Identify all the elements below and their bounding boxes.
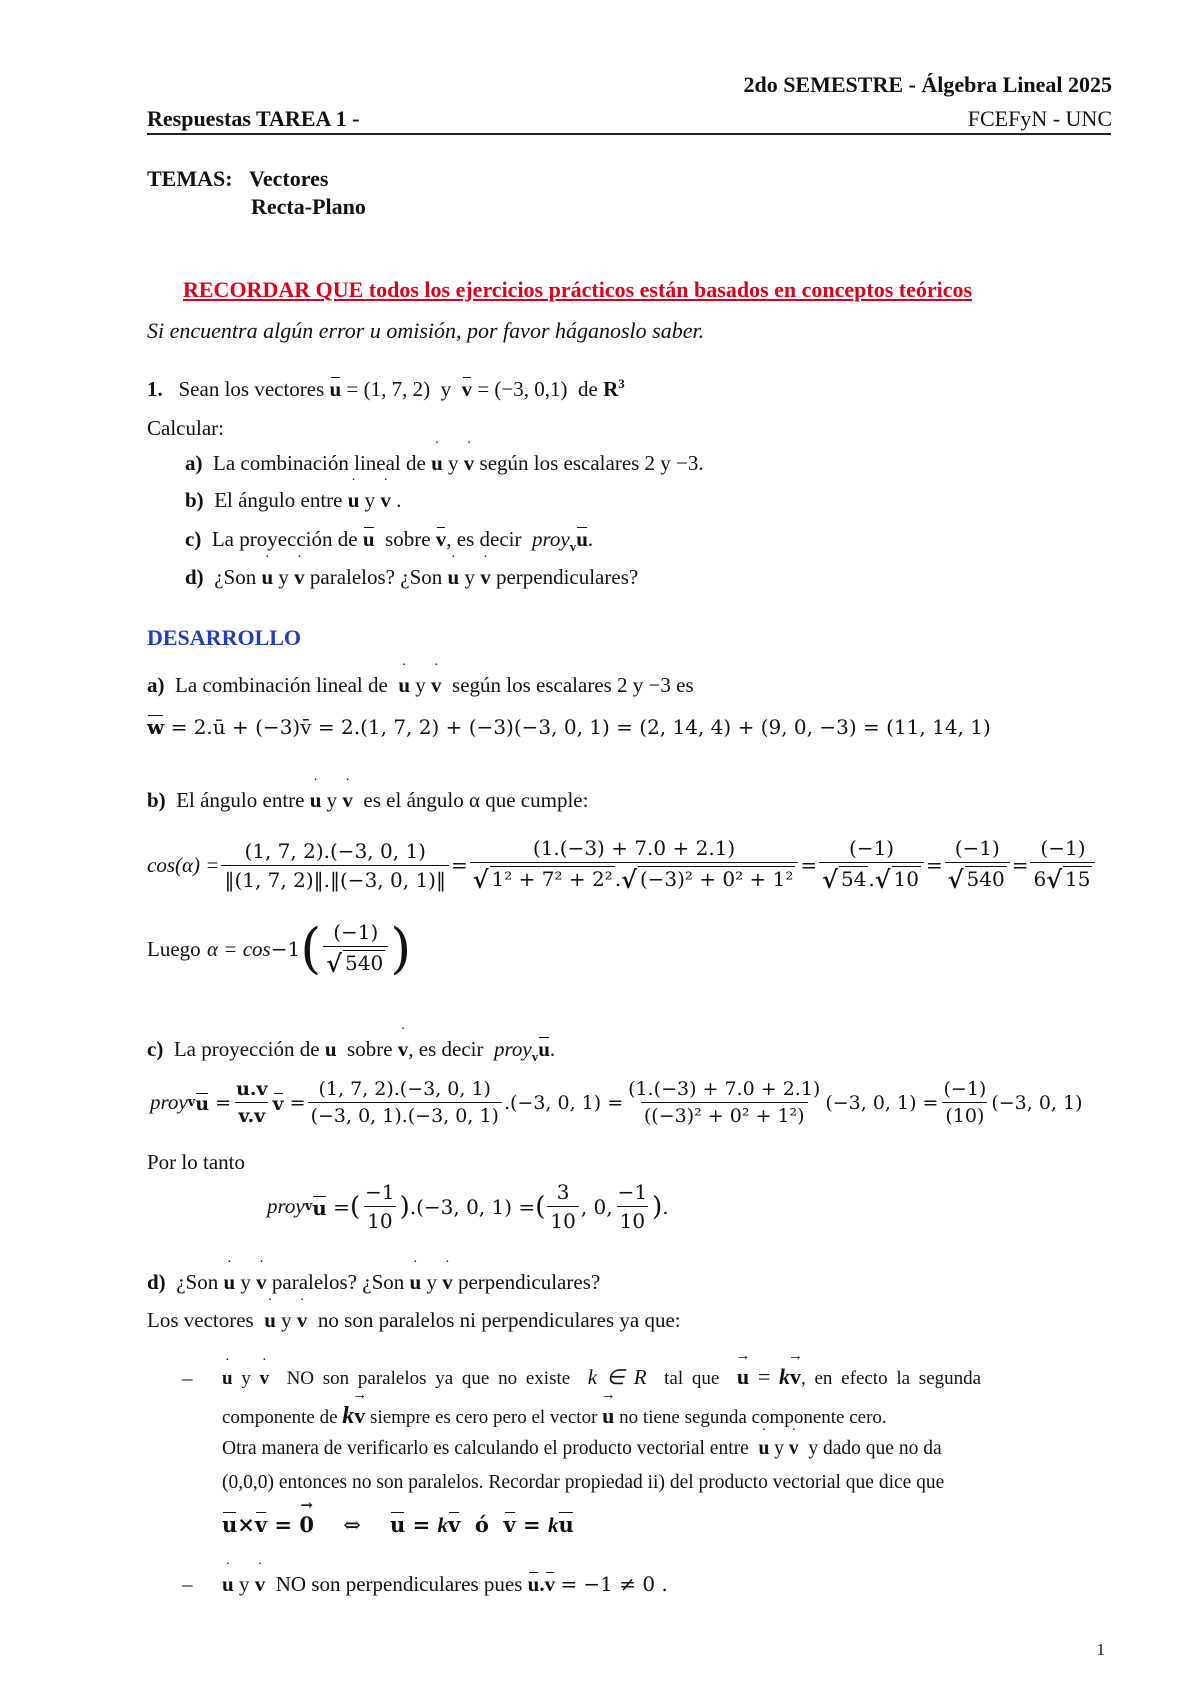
desarrollo-c-text: c) La proyección de u sobre ˙ v, es decir proy$_v$u.	[147, 1035, 555, 1065]
exercise-1d: d) ¿Son ˙ u y ˙ v paralelos? ¿Son ˙ u y ˙ v perpendiculares?	[185, 565, 638, 590]
bullet-1-line-2: componente de k→ v siempre es cero pero el vector → u no tiene segunda componente cero.	[222, 1403, 887, 1430]
cos-fraction-5: $\frac{(-1)}{6√ 15}$	[1030, 836, 1095, 894]
header-faculty: FCEFyN - UNC	[967, 106, 1112, 131]
alpha-fraction: $\frac{(-1)}{√ 540}$	[323, 920, 388, 978]
por-lo-tanto: Por lo tanto	[147, 1150, 245, 1174]
cos-fraction-2: $\frac{(1.(-3) + 7.0 + 2.1)}{\text{√ 1² + 7² + 2² .√ (−3)² + 0² + 1²}}$	[470, 836, 799, 894]
bullet-1-line-1: ˙ u y ˙ v NO son paralelos ya que no existe k ∈ R tal que → u = k→ v, en efecto la segunda	[222, 1364, 981, 1390]
proj-fraction-2: $\frac{(1, 7, 2).(-3, 0, 1)}{(-3, 0, 1).(-3, 0, 1)}$	[308, 1078, 502, 1127]
cosine-equation: cos(α) = $\frac{(1, 7, 2).(-3, 0, 1)}{‖(1, 7, 2)‖.‖(-3, 0, 1)‖}$ = $\frac{(1.(-3) + 7.0 + 2.1)}{\text{√ 1² + 7² + 2² .√ (−3)² + 0² + 1²}}$ = $\frac{(-1)}{√ 54 .√ 10}$ = $\frac{(-1)}{√ 540}$ = $\frac{(-1)}{6√ 15}$	[147, 836, 1097, 894]
topics-label: TEMAS:	[147, 166, 233, 191]
proj-fraction-1: $\frac{u.v}{v.v}$	[236, 1078, 268, 1127]
result-fraction-2: $\frac{3}{10}$	[547, 1180, 578, 1233]
projection-result: proy v u = ( $\frac{-1}{10}$ ) .(−3, 0, 1) = ( $\frac{3}{10}$ , 0, $\frac{-1}{10}$ ) .	[267, 1180, 669, 1233]
result-fraction-1: $\frac{-1}{10}$	[365, 1180, 395, 1233]
topic-recta-plano: Recta-Plano	[251, 194, 366, 219]
result-fraction-3: $\frac{-1}{10}$	[617, 1180, 648, 1233]
alpha-equation: Luego α = cos −1 ( $\frac{(-1)}{√ 540}$ )	[147, 917, 412, 980]
desarrollo-b-text: b) El ángulo entre ˙ u y ˙ v es el ángulo α que cumple:	[147, 788, 588, 813]
bullet-1-line-4: (0,0,0) entonces no son paralelos. Recordar propiedad ii) del producto vectorial que dice que	[222, 1472, 945, 1493]
cos-fraction-1: $\frac{(1, 7, 2).(-3, 0, 1)}{‖(1, 7, 2)‖.‖(-3, 0, 1)‖}$	[221, 839, 449, 892]
desarrollo-title: DESARROLLO	[147, 625, 302, 650]
exercise-1-statement: 1. Sean los vectores u = (1, 7, 2) y v = (−3, 0,1) de $R^3$	[147, 376, 625, 401]
exercise-1b: b) El ángulo entre ˙ u y ˙ v .	[185, 488, 401, 513]
cos-fraction-3: $\frac{(-1)}{√ 54 .√ 10}$	[819, 836, 924, 894]
cos-fraction-4: $\frac{(-1)}{√ 540}$	[945, 836, 1010, 894]
page-number: 1	[1096, 1640, 1105, 1659]
bullet-1-dash: –	[182, 1366, 193, 1390]
bullet-2-line: ˙ u y ˙ v NO son perpendiculares pues u.v = −1 ≠ 0 .	[222, 1570, 668, 1597]
course-title: 2do SEMESTRE - Álgebra Lineal 2025	[743, 72, 1112, 97]
projection-equation: proy v u = $\frac{u.v}{v.v}$ v = $\frac{(1, 7, 2).(-3, 0, 1)}{(-3, 0, 1).(-3, 0, 1)}$ .(−3, 0, 1) = $\frac{(1.(-3) + 7.0 + 2.1)}{\text{((−3)² + 0² + 1²)}}$ (−3, 0, 1) = $\frac{(-1)}{(10)}$ (−3, 0, 1)	[150, 1078, 1083, 1127]
bullet-2-dash: –	[182, 1572, 193, 1596]
desarrollo-d-intro: Los vectores ˙ u y ˙ v no son paralelos ni perpendiculares ya que:	[147, 1308, 681, 1333]
proj-fraction-4: $\frac{(-1)}{(10)}$	[943, 1078, 987, 1127]
exercise-1c: c) La proyección de u sobre v, es decir proy$_v$u.	[185, 527, 594, 555]
remember-notice: RECORDAR QUE todos los ejercicios prácticos están basados en conceptos teóricos	[183, 277, 973, 302]
header-rule	[147, 133, 1111, 135]
desarrollo-d-text: d) ¿Son ˙ u y ˙ v paralelos? ¿Son ˙ u y ˙ v perpendiculares?	[147, 1270, 600, 1295]
topic-vectores: Vectores	[249, 166, 329, 191]
proj-fraction-3: $\frac{(1.(-3) + 7.0 + 2.1)}{\text{((−3)² + 0² + 1²)}}$	[628, 1078, 821, 1127]
header-left: Respuestas TAREA 1 -	[147, 106, 360, 131]
exercise-1a: a) La combinación lineal de ˙ u y ˙ v según los escalares 2 y −3.	[185, 451, 704, 476]
desarrollo-a-equation: w = 2.ū + (−3)v̄ = 2.(1, 7, 2) + (−3)(−3, 0, 1) = (2, 14, 4) + (9, 0, −3) = (11, 14, 1)	[147, 715, 991, 739]
cross-product-property: u×v = → 0 ⇔ u = kv ó v = ku	[222, 1510, 574, 1538]
desarrollo-a-text: a) La combinación lineal de ˙ u y ˙ v según los escalares 2 y −3 es	[147, 673, 694, 698]
error-note: Si encuentra algún error u omisión, por favor háganoslo saber.	[147, 318, 705, 343]
bullet-1-line-3: Otra manera de verificarlo es calculando el producto vectorial entre ˙ u y ˙ v y dado que no da	[222, 1438, 942, 1460]
calcular-label: Calcular:	[147, 416, 224, 440]
